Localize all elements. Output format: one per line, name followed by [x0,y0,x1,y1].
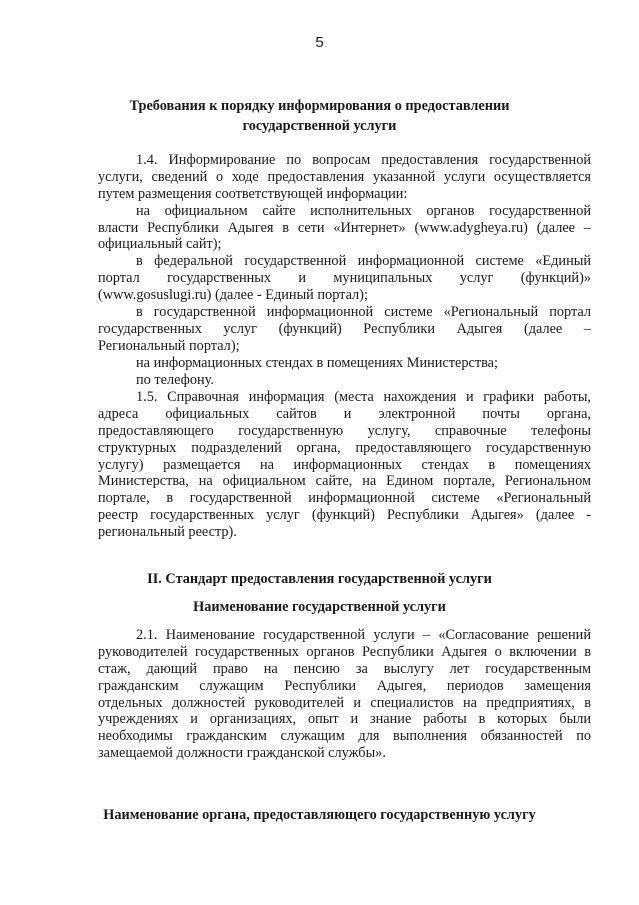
text-line: структурных подразделений органа, предоставляющего государственную [98,439,591,456]
text-line: стаж, дающий право на пенсию за выслугу лет государственным [98,660,591,677]
page-number: 5 [315,34,324,51]
section-heading-informing [60,96,579,136]
text-line: портале, в государственной информационной системе «Региональный [98,490,591,507]
subsection-heading-service-name: Наименование государственной услуги [193,599,446,615]
text-line: учреждениях и организациях, опыт и знание работы в которых были [98,711,591,728]
text-line: власти Республики Адыгея в сети «Интернет» (www.adygheya.ru) (далее – [98,219,591,236]
text-line: в государственной информационной системе «Региональный портал [136,304,591,321]
text-line: 1.4. Информирование по вопросам предоставления государственной [136,152,591,168]
text-line: государственных услуг (функций) Республики Адыгея (далее – [98,320,591,337]
text-line: замещаемой должности гражданской службы». [98,745,386,762]
text-line: официальный сайт); [98,236,222,253]
text-line: гражданским служащим Республики Адыгея, периодов замещения [98,677,591,694]
text-line: 2.1. Наименование государственной услуги – «Согласование решений [136,627,591,643]
text-line: портал государственных и муниципальных услуг (функций)» [98,270,591,287]
section-heading-standard: II. Стандарт предоставления государственной услуги [147,571,492,587]
heading-line: государственной услуги [242,118,397,134]
paragraph-1-4 [98,152,591,388]
text-line: услуги, сведений о ходе предоставления указанной услуги осуществляется [98,168,591,185]
text-line: в федеральной государственной информационной системе «Единый [136,253,591,270]
paragraph-1-5 [98,389,591,541]
text-line: 1.5. Справочная информация (места нахождения и графики работы, [136,389,591,405]
text-line: услугу) размещается на информационных стендах в помещениях [98,456,591,473]
text-line: руководителей государственных органов Республики Адыгея о включении в [98,643,591,660]
text-line: необходимы гражданским служащим для выполнения обязанностей по [98,728,591,745]
text-line: реестр государственных услуг (функций) Республики Адыгея» (далее - [98,507,591,524]
paragraph-2-1 [98,627,591,762]
text-line: предоставляющего государственную услугу, справочные телефоны [98,422,591,439]
text-line: Региональный портал); [98,337,240,354]
subsection-heading-agency-name: Наименование органа, предоставляющего государственную услугу [103,807,536,823]
text-line: путем размещения соответствующей информации: [98,185,408,202]
text-line: по телефону. [136,371,214,388]
text-line: региональный реестр). [98,524,237,541]
text-line: на информационных стендах в помещениях Министерства; [136,354,498,371]
text-line: адреса официальных сайтов и электронной почты органа, [98,405,591,422]
text-line: (www.gosuslugi.ru) (далее - Единый портал); [98,287,368,304]
heading-line: Требования к порядку информирования о предоставлении [129,98,510,114]
text-line: Министерства, на официальном сайте, на Едином портале, Региональном [98,473,591,490]
text-line: на официальном сайте исполнительных органов государственной [136,202,591,219]
text-line: отдельных должностей руководителей и специалистов на предприятиях, в [98,694,591,711]
